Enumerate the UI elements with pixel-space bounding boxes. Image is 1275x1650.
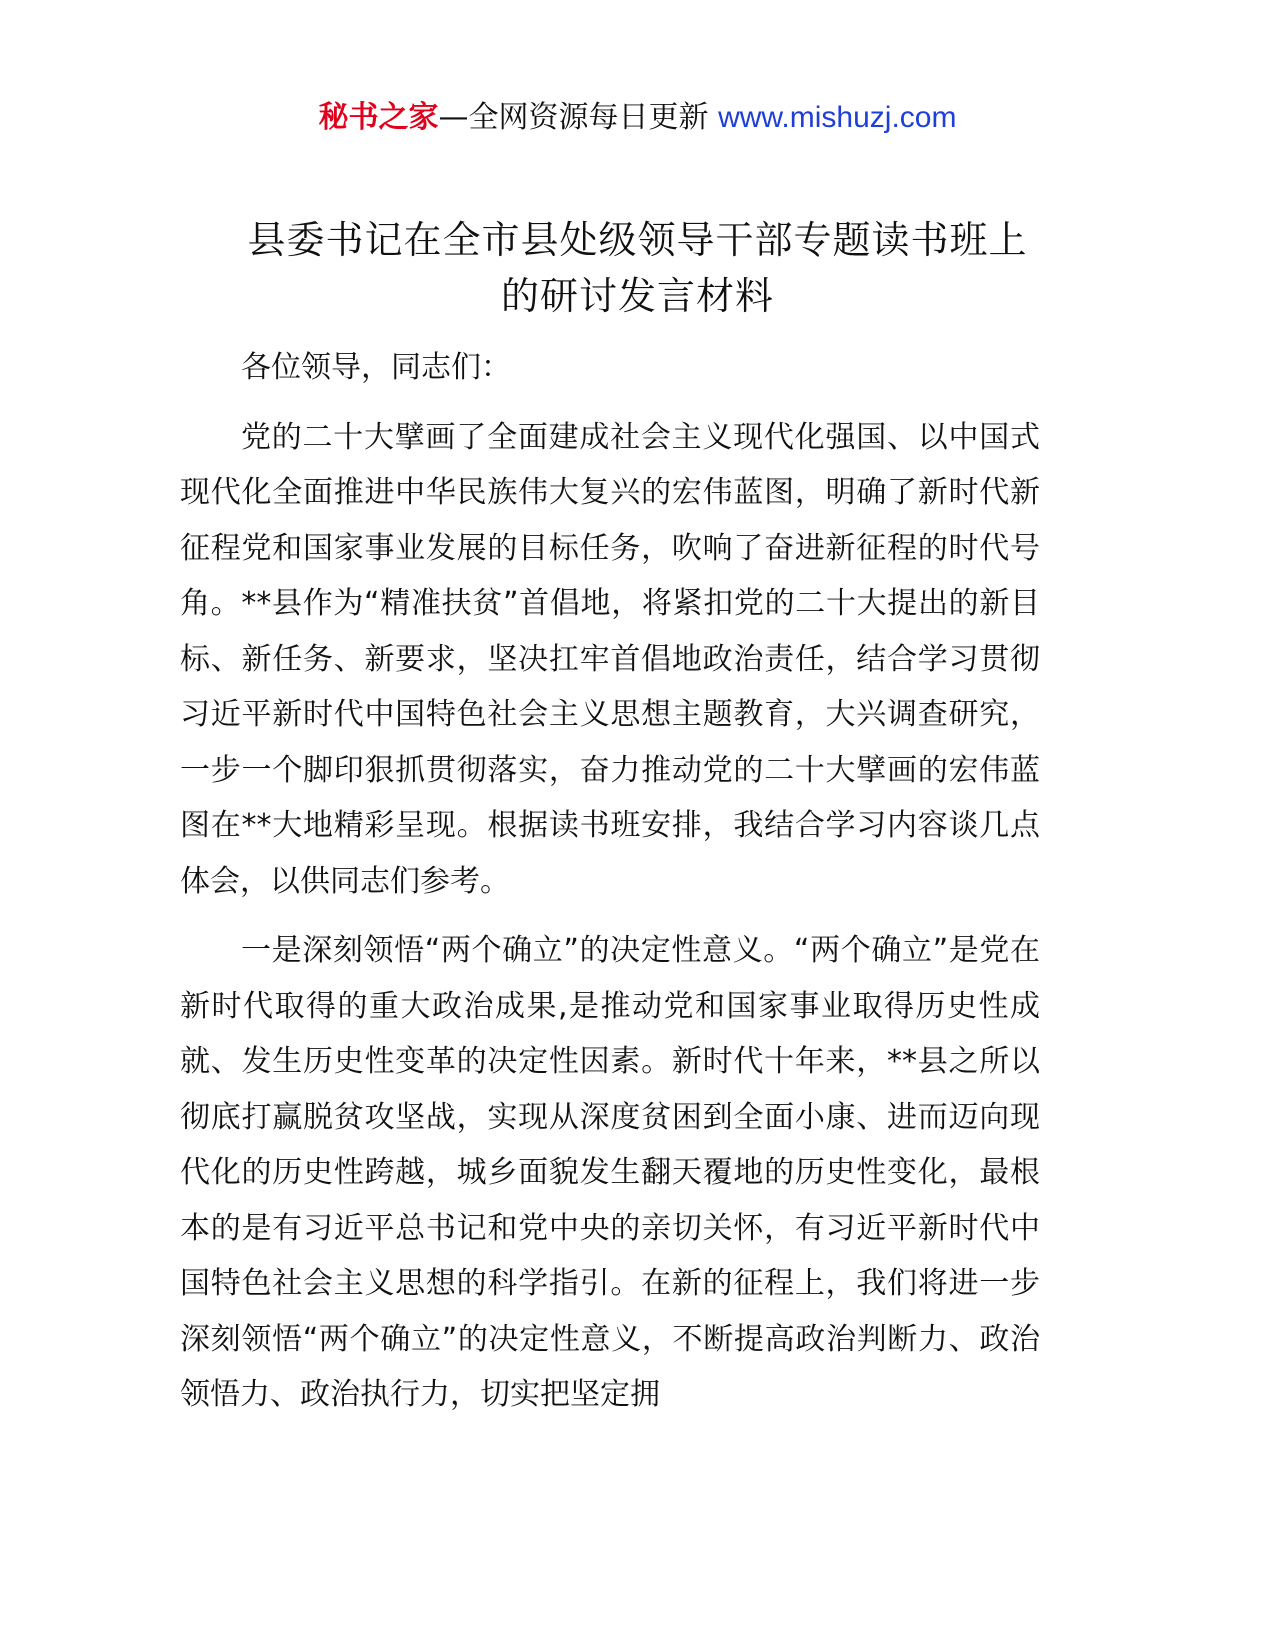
paragraph-intro: 党的二十大擘画了全面建成社会主义现代化强国、以中国式现代化全面推进中华民族伟大复兴的宏伟蓝图，明确了新时代新征程党和国家事业发展的目标任务，吹响了奋进新征程的时代号角。**县作为“精准扶贫”首倡地，将紧扣党的二十大提出的新目标、新任务、新要求，坚决扛牢首倡地政治责任，结合学习贯彻习近平新时代中国特色社会主义思想主题教育，大兴调查研究，一步一个脚印狠抓贯彻落实，奋力推动党的二十大擘画的宏伟蓝图在**大地精彩呈现。根据读书班安排，我结合学习内容谈几点体会，以供同志们参考。 xyxy=(180,419,1040,899)
site-header xyxy=(0,96,1275,140)
document-body xyxy=(180,340,1040,1437)
site-url-link[interactable]: www.mishuzj.com xyxy=(718,101,957,134)
salutation: 各位领导，同志们： xyxy=(241,350,511,385)
title-line-2: 的研讨发言材料 xyxy=(500,274,774,318)
document-title xyxy=(180,212,1095,324)
title-line-1: 县委书记在全市县处级领导干部专题读书班上 xyxy=(247,218,1028,262)
brand-name: 秘书之家 xyxy=(318,100,439,135)
paragraph-point-one: 一是深刻领悟“两个确立”的决定性意义。“两个确立”是党在新时代取得的重大政治成果,是推动党和国家事业取得历史性成就、发生历史性变革的决定性因素。新时代十年来，**县之所以彻底打赢脱贫攻坚战，实现从深度贫困到全面小康、进而迈向现代化的历史性跨越，城乡面貌发生翻天覆地的历史性变化，最根本的是有习近平总书记和党中央的亲切关怀，有习近平新时代中国特色社会主义思想的科学指引。在新的征程上，我们将进一步深刻领悟“两个确立”的决定性意义，不断提高政治判断力、政治领悟力、政治执行力，切实把坚定拥 xyxy=(180,933,1040,1412)
header-tagline: —全网资源每日更新 xyxy=(438,100,709,135)
